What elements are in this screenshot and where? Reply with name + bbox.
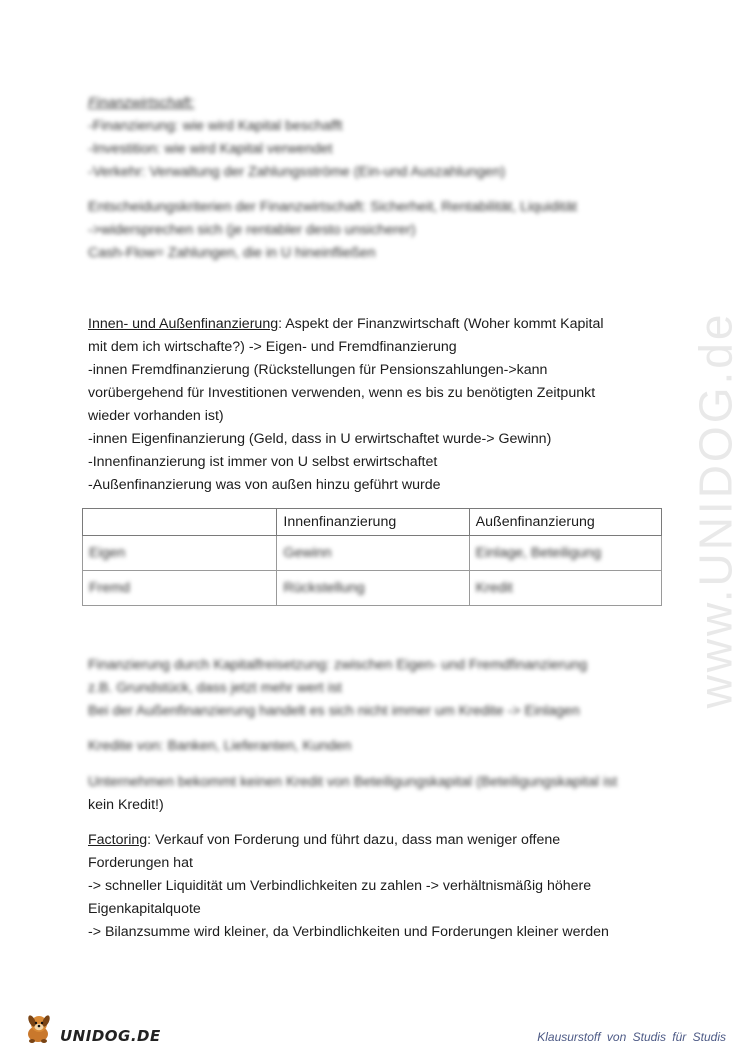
paragraph-line: Forderungen hat xyxy=(88,855,193,871)
watermark xyxy=(690,280,740,740)
table-header-cell: Außenfinanzierung xyxy=(469,509,661,536)
blurred-criteria-block xyxy=(88,196,668,265)
paragraph-line xyxy=(88,313,668,336)
blurred-line: Unternehmen bekommt keinen Kredit von Beteiligungskapital (Beteiligungskapital ist xyxy=(88,774,618,790)
paragraph-line xyxy=(88,829,668,852)
footer-brand: UNIDOG.DE xyxy=(60,1027,161,1045)
table-header-cell: Innenfinanzierung xyxy=(277,509,469,536)
blurred-line: -Investition: wie wird Kapital verwendet xyxy=(88,141,333,157)
paragraph-line: -> schneller Liquidität um Verbindlichkeiten zu zahlen -> verhältnismäßig höhere xyxy=(88,878,592,894)
table-cell: Fremd xyxy=(83,571,277,606)
table-cell: Rückstellung xyxy=(277,571,469,606)
blurred-line: ->widersprechen sich (je rentabler desto unsicherer) xyxy=(88,222,416,238)
blurred-line: -Verkehr: Verwaltung der Zahlungsströme (Ein-und Auszahlungen) xyxy=(88,164,506,180)
paragraph-line: -Außenfinanzierung was von außen hinzu geführt wurde xyxy=(88,477,441,493)
blurred-line: Finanzierung durch Kapitalfreisetzung: zwischen Eigen- und Fremdfinanzierung xyxy=(88,657,588,673)
section-term-rest: : Verkauf von Forderung und führt dazu, dass man weniger offene xyxy=(147,832,561,848)
table-row xyxy=(83,536,662,571)
blurred-line: Kredite von: Banken, Lieferanten, Kunden xyxy=(88,738,352,754)
footer-logo[interactable] xyxy=(22,1012,161,1046)
blurred-heading: Finanzwirtschaft: xyxy=(88,95,195,111)
financing-table xyxy=(82,508,662,606)
paragraph-line: -innen Eigenfinanzierung (Geld, dass in U erwirtschaftet wurde-> Gewinn) xyxy=(88,431,552,447)
blurred-line: Entscheidungskriterien der Finanzwirtschaft: Sicherheit, Rentabilität, Liquidität xyxy=(88,199,577,215)
table-cell: Eigen xyxy=(83,536,277,571)
table-header-row xyxy=(83,509,662,536)
paragraph-line: mit dem ich wirtschafte?) -> Eigen- und Fremdfinanzierung xyxy=(88,339,457,355)
blurred-kapitalfreisetzung-block xyxy=(88,654,668,723)
blurred-intro-block xyxy=(88,92,668,184)
blurred-kredite-line xyxy=(88,735,668,758)
section-factoring xyxy=(88,829,668,944)
paragraph-line: Eigenkapitalquote xyxy=(88,901,201,917)
table-header-cell xyxy=(83,509,277,536)
blurred-line: Bei der Außenfinanzierung handelt es sich nicht immer um Kredite -> Einlagen xyxy=(88,703,580,719)
blurred-line: -Finanzierung: wie wird Kapital beschafft xyxy=(88,118,343,134)
paragraph-line: -Innenfinanzierung ist immer von U selbst erwirtschaftet xyxy=(88,454,438,470)
table-cell: Einlage, Beteiligung xyxy=(469,536,661,571)
section-term: Innen- und Außenfinanzierung xyxy=(88,316,279,332)
paragraph-line: kein Kredit!) xyxy=(88,797,164,813)
table-row xyxy=(83,571,662,606)
section-innen-aussen xyxy=(88,313,668,497)
blurred-line: Cash-Flow= Zahlungen, die in U hineinfließen xyxy=(88,245,376,261)
table-cell: Kredit xyxy=(469,571,661,606)
paragraph-line: -> Bilanzsumme wird kleiner, da Verbindlichkeiten und Forderungen kleiner werden xyxy=(88,924,609,940)
dog-mascot-icon xyxy=(22,1012,56,1046)
paragraph-line: vorübergehend für Investitionen verwenden, wenn es bis zu benötigten Zeitpunkt xyxy=(88,385,596,401)
paragraph-line: -innen Fremdfinanzierung (Rückstellungen für Pensionszahlungen->kann xyxy=(88,362,548,378)
blurred-line: z.B. Grundstück, dass jetzt mehr wert ist xyxy=(88,680,342,696)
kredit-note-block xyxy=(88,771,668,817)
section-term: Factoring xyxy=(88,832,148,848)
section-term-rest: : Aspekt der Finanzwirtschaft (Woher kommt Kapital xyxy=(278,316,604,332)
footer-tagline: Klausurstoff von Studis für Studis xyxy=(537,1030,726,1044)
paragraph-line: wieder vorhanden ist) xyxy=(88,408,224,424)
watermark-text: www.UNIDOG.de xyxy=(689,311,742,709)
table-cell: Gewinn xyxy=(277,536,469,571)
